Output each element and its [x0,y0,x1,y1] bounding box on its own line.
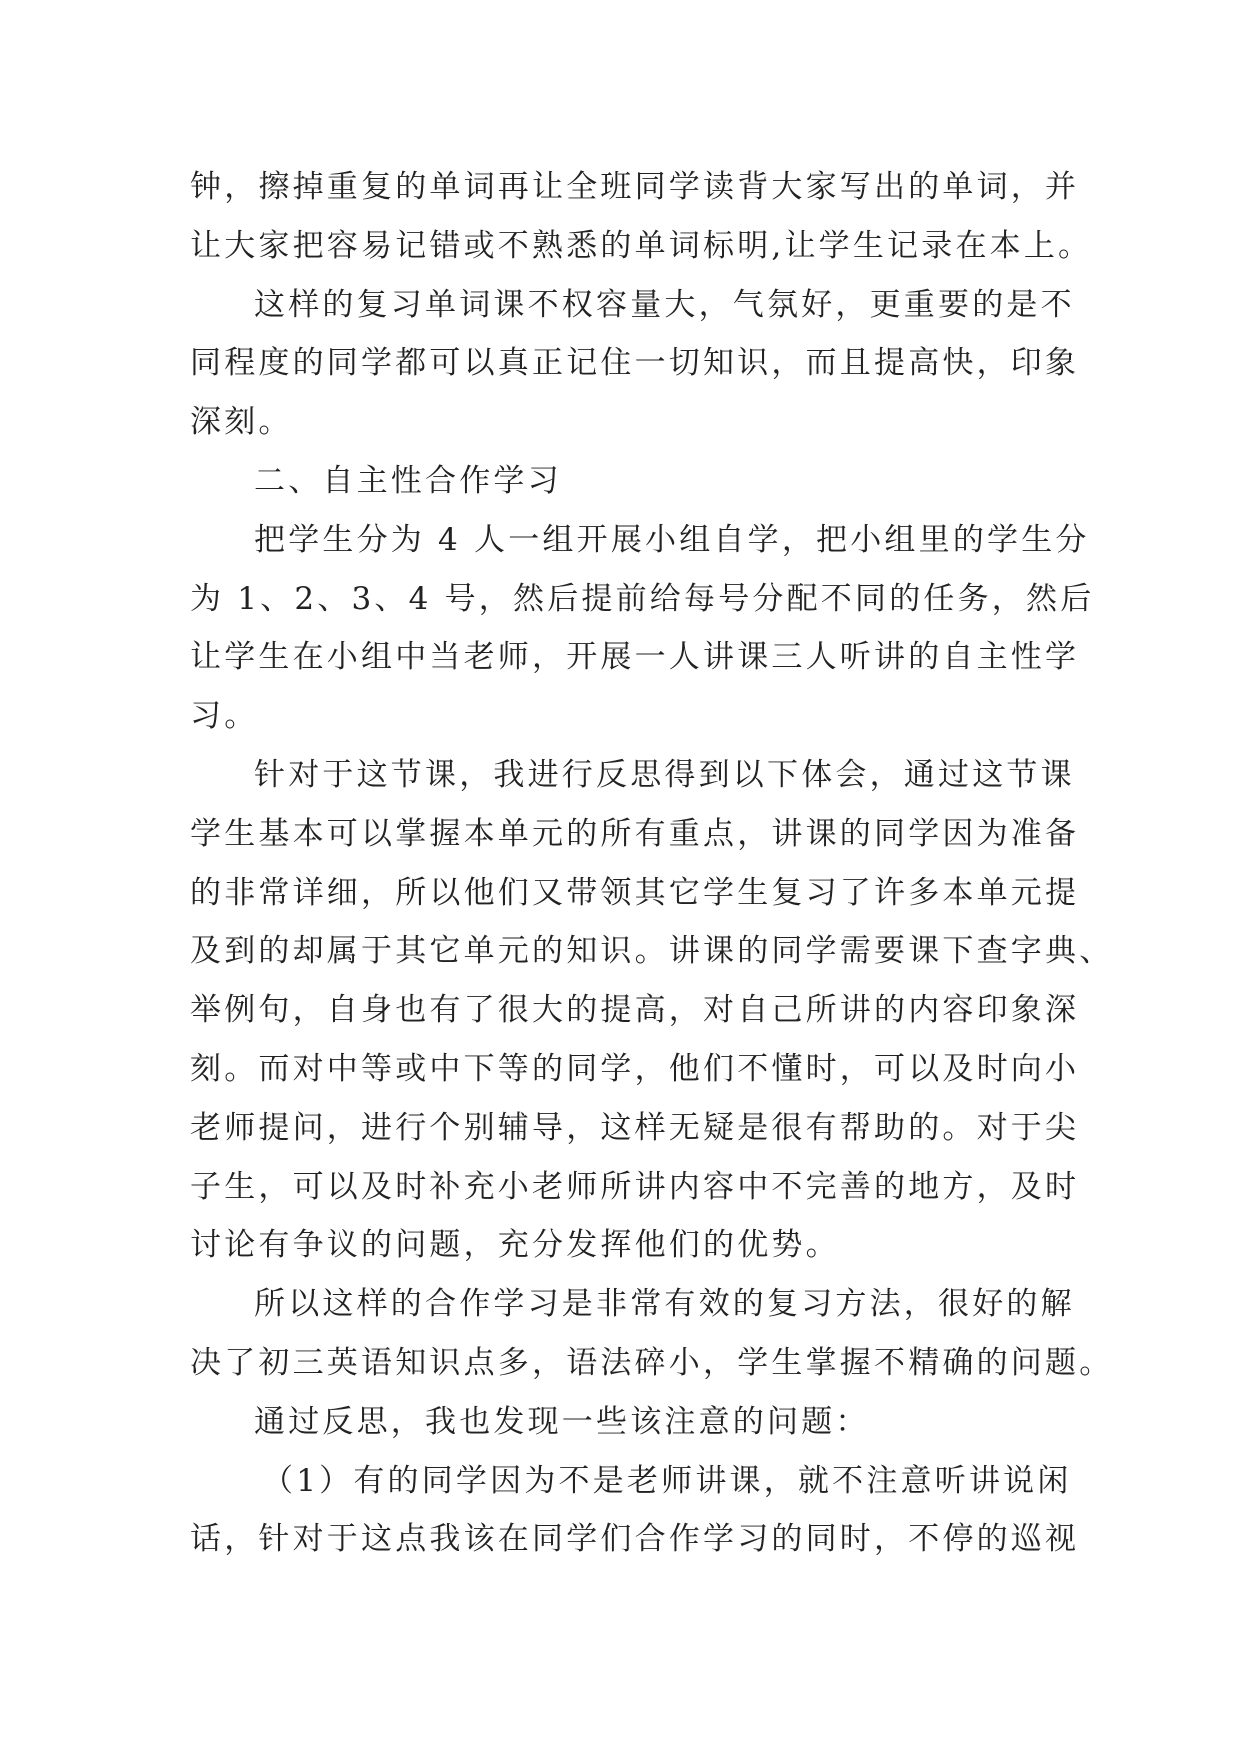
text-line: 习。 [190,698,259,735]
numbered-item-line: （1）有的同学因为不是老师讲课，就不注意听讲说闲 [262,1462,1072,1499]
text-line: 钟，擦掉重复的单词再让全班同学读背大家写出的单词，并 [190,169,1080,205]
text-line: 话，针对于这点我该在同学们合作学习的同时，不停的巡视 [190,1521,1080,1558]
paragraph-start-line: 针对于这节课，我进行反思得到以下体会，通过这节课 [254,756,1075,793]
text-line: 让学生在小组中当老师，开展一人讲课三人听讲的自主性学 [190,639,1080,676]
body-text [190,158,1114,1569]
paragraph-start-line: 所以这样的合作学习是非常有效的复习方法，很好的解 [254,1286,1075,1323]
paragraph-start-line: 这样的复习单词课不权容量大，气氛好，更重要的是不 [254,286,1075,323]
text-line: 同程度的同学都可以真正记住一切知识，而且提高快，印象 [190,345,1080,382]
text-line: 决了初三英语知识点多，语法碎小，学生掌握不精确的问题。 [190,1344,1114,1381]
text-line: 让大家把容易记错或不熟悉的单词标明,让学生记录在本上。 [190,227,1093,264]
paragraph-start-line: 通过反思，我也发现一些该注意的问题： [254,1403,870,1440]
text-line: 学生基本可以掌握本单元的所有重点，讲课的同学因为准备 [190,815,1080,852]
text-line: 为 1、2、3、4 号，然后提前给每号分配不同的任务，然后 [190,580,1095,617]
section-heading: 二、自主性合作学习 [254,462,562,499]
text-line: 刻。而对中等或中下等的同学，他们不懂时，可以及时向小 [190,1050,1080,1087]
text-line: 子生，可以及时补充小老师所讲内容中不完善的地方，及时 [190,1168,1080,1205]
text-line: 老师提问，进行个别辅导，这样无疑是很有帮助的。对于尖 [190,1109,1080,1146]
paragraph-start-line: 把学生分为 4 人一组开展小组自学，把小组里的学生分 [254,521,1090,558]
text-line: 讨论有争议的问题，充分发挥他们的优势。 [190,1227,840,1264]
text-line: 的非常详细，所以他们又带领其它学生复习了许多本单元提 [190,874,1080,911]
text-line: 举例句，自身也有了很大的提高，对自己所讲的内容印象深 [190,992,1080,1029]
text-line: 深刻。 [190,404,293,441]
text-line: 及到的却属于其它单元的知识。讲课的同学需要课下查字典、 [190,933,1114,970]
